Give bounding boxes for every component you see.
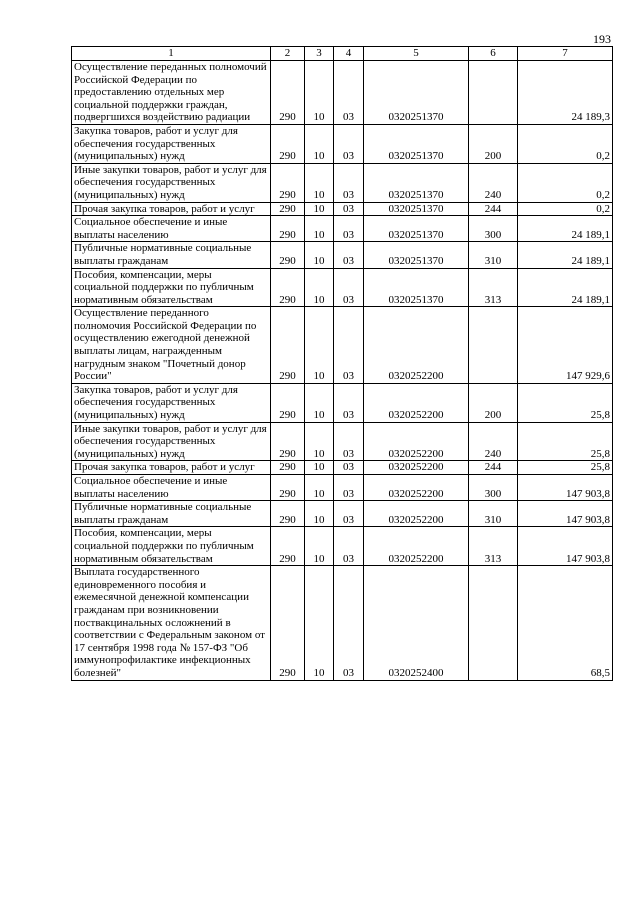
row-section-cell: 10	[305, 163, 334, 202]
row-section-cell: 10	[305, 501, 334, 527]
row-code-cell: 290	[271, 124, 305, 163]
row-amount-cell: 24 189,1	[518, 216, 613, 242]
table-row	[72, 422, 613, 461]
table-row	[72, 242, 613, 268]
table-row	[72, 475, 613, 501]
row-amount-cell: 25,8	[518, 461, 613, 475]
budget-table	[71, 46, 613, 681]
row-section-cell: 10	[305, 566, 334, 680]
table-row	[72, 163, 613, 202]
row-target-article-cell: 0320252400	[364, 566, 469, 680]
row-code-cell: 290	[271, 268, 305, 307]
row-subsection-cell: 03	[334, 216, 364, 242]
row-amount-cell: 0,2	[518, 202, 613, 216]
row-section-cell: 10	[305, 124, 334, 163]
row-name-cell: Социальное обеспечение и иные выплаты населению	[72, 475, 271, 501]
row-name-cell: Пособия, компенсации, меры социальной поддержки по публичным нормативным обязательствам	[72, 268, 271, 307]
row-name-cell: Закупка товаров, работ и услуг для обеспечения государственных (муниципальных) нужд	[72, 383, 271, 422]
row-amount-cell: 24 189,3	[518, 61, 613, 125]
row-name-cell: Закупка товаров, работ и услуг для обеспечения государственных (муниципальных) нужд	[72, 124, 271, 163]
row-target-article-cell: 0320251370	[364, 202, 469, 216]
table-row	[72, 268, 613, 307]
row-amount-cell: 68,5	[518, 566, 613, 680]
header-cell-6: 6	[469, 47, 518, 61]
row-name-cell: Осуществление переданных полномочий Российской Федерации по предоставлению отдельных мер социальной поддержки граждан, подвергшихся воздействию радиации	[72, 61, 271, 125]
row-subsection-cell: 03	[334, 202, 364, 216]
row-code-cell: 290	[271, 61, 305, 125]
row-subsection-cell: 03	[334, 383, 364, 422]
row-code-cell: 290	[271, 163, 305, 202]
row-subsection-cell: 03	[334, 475, 364, 501]
row-section-cell: 10	[305, 268, 334, 307]
header-cell-1: 1	[72, 47, 271, 61]
row-subsection-cell: 03	[334, 268, 364, 307]
row-expense-type-cell: 244	[469, 461, 518, 475]
row-expense-type-cell: 310	[469, 242, 518, 268]
header-cell-7: 7	[518, 47, 613, 61]
row-expense-type-cell: 240	[469, 163, 518, 202]
row-target-article-cell: 0320252200	[364, 475, 469, 501]
row-code-cell: 290	[271, 383, 305, 422]
header-cell-3: 3	[305, 47, 334, 61]
row-code-cell: 290	[271, 566, 305, 680]
row-amount-cell: 25,8	[518, 422, 613, 461]
row-expense-type-cell: 244	[469, 202, 518, 216]
table-row	[72, 501, 613, 527]
row-section-cell: 10	[305, 242, 334, 268]
row-name-cell: Выплата государственного единовременного пособия и ежемесячной денежной компенсации гражданам при возникновении поствакцинальных осложнений в соответствии с Федеральным законом от 17 сентября 1998 года № 157-ФЗ "Об иммунопрофилактике инфекционных болезней"	[72, 566, 271, 680]
row-code-cell: 290	[271, 461, 305, 475]
row-section-cell: 10	[305, 422, 334, 461]
row-name-cell: Публичные нормативные социальные выплаты гражданам	[72, 242, 271, 268]
row-amount-cell: 0,2	[518, 163, 613, 202]
row-amount-cell: 25,8	[518, 383, 613, 422]
table-row	[72, 61, 613, 125]
table-row	[72, 124, 613, 163]
row-expense-type-cell: 200	[469, 383, 518, 422]
header-cell-4: 4	[334, 47, 364, 61]
row-amount-cell: 147 903,8	[518, 527, 613, 566]
row-name-cell: Социальное обеспечение и иные выплаты населению	[72, 216, 271, 242]
row-name-cell: Иные закупки товаров, работ и услуг для обеспечения государственных (муниципальных) нужд	[72, 422, 271, 461]
row-target-article-cell: 0320252200	[364, 422, 469, 461]
row-target-article-cell: 0320252200	[364, 461, 469, 475]
row-expense-type-cell	[469, 307, 518, 384]
row-expense-type-cell: 300	[469, 475, 518, 501]
row-section-cell: 10	[305, 461, 334, 475]
header-row	[72, 47, 613, 61]
row-expense-type-cell: 200	[469, 124, 518, 163]
row-target-article-cell: 0320252200	[364, 501, 469, 527]
row-subsection-cell: 03	[334, 307, 364, 384]
row-section-cell: 10	[305, 475, 334, 501]
table-row	[72, 202, 613, 216]
row-subsection-cell: 03	[334, 422, 364, 461]
row-amount-cell: 147 903,8	[518, 475, 613, 501]
row-amount-cell: 147 929,6	[518, 307, 613, 384]
row-name-cell: Иные закупки товаров, работ и услуг для обеспечения государственных (муниципальных) нужд	[72, 163, 271, 202]
row-amount-cell: 24 189,1	[518, 268, 613, 307]
page-number: 193	[593, 32, 611, 46]
row-subsection-cell: 03	[334, 501, 364, 527]
table-row	[72, 383, 613, 422]
row-code-cell: 290	[271, 422, 305, 461]
row-name-cell: Публичные нормативные социальные выплаты гражданам	[72, 501, 271, 527]
row-code-cell: 290	[271, 242, 305, 268]
row-section-cell: 10	[305, 61, 334, 125]
row-section-cell: 10	[305, 202, 334, 216]
table-body	[72, 61, 613, 681]
row-amount-cell: 147 903,8	[518, 501, 613, 527]
row-target-article-cell: 0320251370	[364, 268, 469, 307]
row-target-article-cell: 0320252200	[364, 307, 469, 384]
row-expense-type-cell	[469, 566, 518, 680]
row-expense-type-cell	[469, 61, 518, 125]
row-section-cell: 10	[305, 216, 334, 242]
table-row	[72, 566, 613, 680]
row-subsection-cell: 03	[334, 242, 364, 268]
row-subsection-cell: 03	[334, 527, 364, 566]
row-subsection-cell: 03	[334, 163, 364, 202]
row-subsection-cell: 03	[334, 566, 364, 680]
table-row	[72, 527, 613, 566]
row-name-cell: Прочая закупка товаров, работ и услуг	[72, 202, 271, 216]
row-target-article-cell: 0320252200	[364, 383, 469, 422]
row-expense-type-cell: 300	[469, 216, 518, 242]
table-row	[72, 461, 613, 475]
row-code-cell: 290	[271, 475, 305, 501]
row-target-article-cell: 0320251370	[364, 61, 469, 125]
row-target-article-cell: 0320251370	[364, 163, 469, 202]
row-expense-type-cell: 313	[469, 527, 518, 566]
header-cell-2: 2	[271, 47, 305, 61]
table-row	[72, 307, 613, 384]
row-target-article-cell: 0320251370	[364, 242, 469, 268]
row-subsection-cell: 03	[334, 124, 364, 163]
row-section-cell: 10	[305, 383, 334, 422]
row-target-article-cell: 0320252200	[364, 527, 469, 566]
row-subsection-cell: 03	[334, 61, 364, 125]
row-name-cell: Прочая закупка товаров, работ и услуг	[72, 461, 271, 475]
row-code-cell: 290	[271, 307, 305, 384]
header-cell-5: 5	[364, 47, 469, 61]
row-expense-type-cell: 313	[469, 268, 518, 307]
row-name-cell: Пособия, компенсации, меры социальной поддержки по публичным нормативным обязательствам	[72, 527, 271, 566]
row-code-cell: 290	[271, 216, 305, 242]
row-amount-cell: 24 189,1	[518, 242, 613, 268]
row-section-cell: 10	[305, 307, 334, 384]
table-row	[72, 216, 613, 242]
row-target-article-cell: 0320251370	[364, 124, 469, 163]
row-target-article-cell: 0320251370	[364, 216, 469, 242]
row-name-cell: Осуществление переданного полномочия Российской Федерации по осуществлению ежегодной денежной выплаты лицам, награжденным нагрудным знаком "Почетный донор России"	[72, 307, 271, 384]
row-subsection-cell: 03	[334, 461, 364, 475]
row-amount-cell: 0,2	[518, 124, 613, 163]
row-code-cell: 290	[271, 501, 305, 527]
row-expense-type-cell: 310	[469, 501, 518, 527]
row-code-cell: 290	[271, 202, 305, 216]
row-code-cell: 290	[271, 527, 305, 566]
row-section-cell: 10	[305, 527, 334, 566]
row-expense-type-cell: 240	[469, 422, 518, 461]
